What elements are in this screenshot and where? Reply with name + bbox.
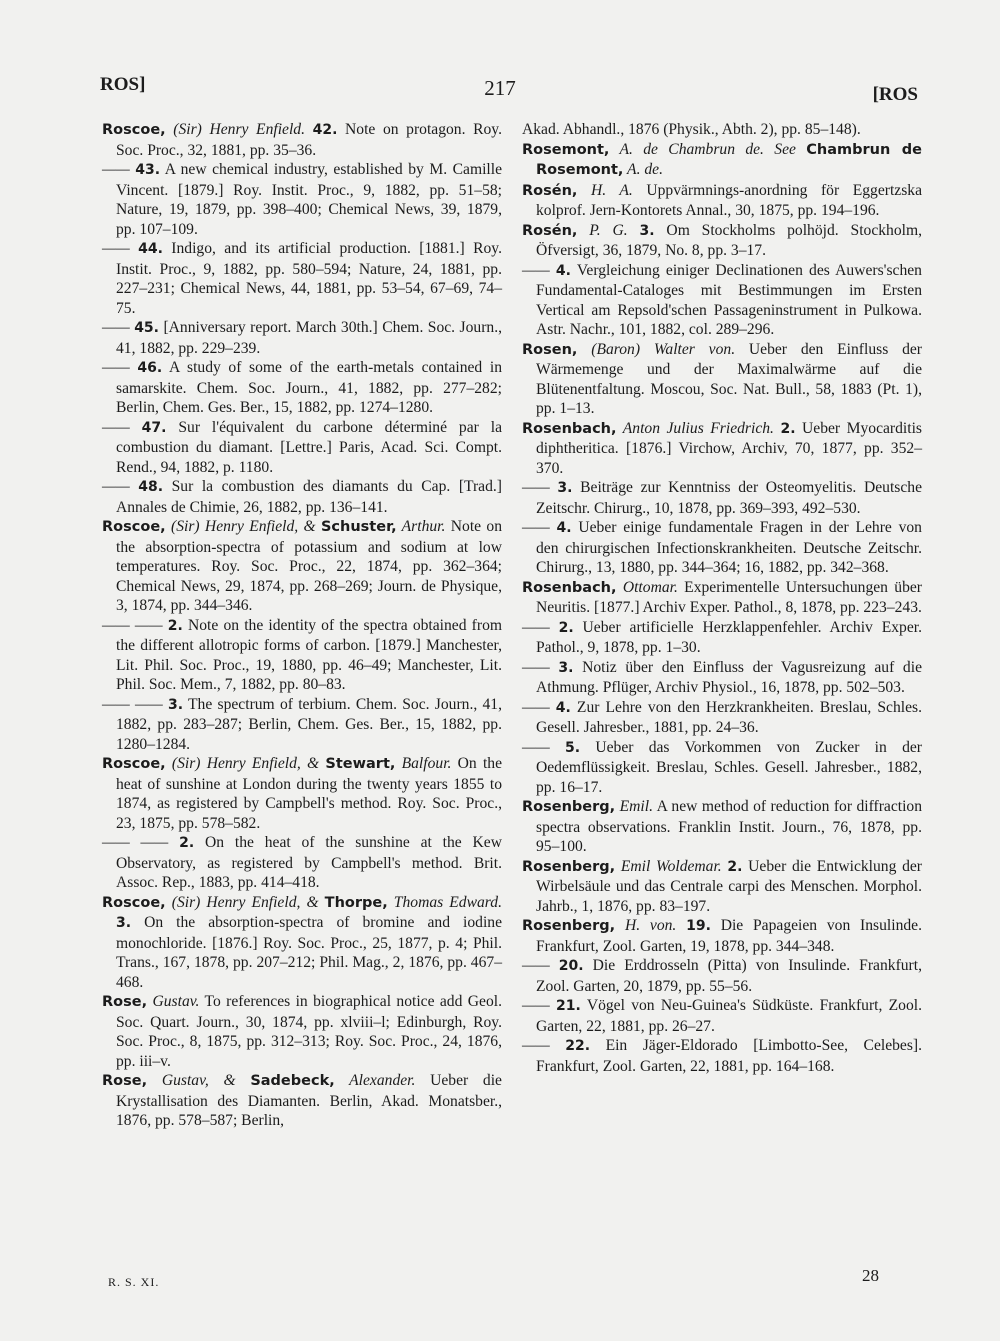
bibliography-entry [522, 261, 922, 340]
bibliography-entry [102, 239, 502, 318]
bibliography-entry [102, 1071, 502, 1131]
entry-text: A new method of reduction for diffraction spectra observations. Franklin Instit. Journ., 76, 1878, pp. 95–100. [536, 798, 923, 855]
entry-number: 48. [138, 479, 164, 495]
entry-coauthor-names: A. de. [623, 161, 663, 178]
bibliography-entry [522, 956, 922, 996]
entry-author-surname: Rosenberg, [522, 918, 616, 934]
entry-author-names: —— [522, 479, 558, 496]
entry-text: Akad. Abhandl., 1876 (Physik., Abth. 2), pp. 85–148). [522, 121, 861, 138]
entry-author-names: (Sir) Henry Enfield. [165, 121, 313, 138]
entry-author-names: Anton Julius Friedrich. [616, 419, 781, 437]
running-head-right: [ROS [872, 84, 918, 105]
bibliography-entry [522, 120, 922, 140]
bibliography-entry [102, 418, 502, 478]
bibliography-entry [102, 992, 502, 1071]
entry-number: 47. [141, 419, 167, 436]
bibliography-entry [522, 738, 922, 798]
entry-author-names: —— [522, 1037, 566, 1054]
entry-text: Beiträge zur Kenntniss der Osteomyelitis. Deutsche Zeitschr. Chirurg., 10, 1878, pp. 369–393, 492–530. [536, 479, 923, 517]
entry-text: Die Papageien von Insulinde. Frankfurt, Zool. Garten, 19, 1878, pp. 344–348. [536, 917, 922, 955]
entry-number: 3. [557, 480, 573, 496]
entry-text: [Anniversary report. March 30th.] Chem. Soc. Journ., 41, 1882, pp. 229–239. [116, 319, 502, 357]
entry-author-surname: Rosenberg, [522, 858, 616, 875]
bibliography-entry [522, 996, 922, 1036]
page-number: 217 [484, 76, 516, 100]
entry-author-surname: Rosenberg, [522, 799, 616, 815]
entry-number: 2. [167, 617, 183, 634]
entry-author-surname: Roscoe, [102, 122, 166, 138]
entry-text: Ueber das Vorkommen von Zucker in der Oedemflüssigkeit. Breslau, Schles. Gesell. Jahresber., 1882, pp. 16–17. [536, 738, 922, 796]
entry-text: Note on the identity of the spectra obtained from the different allotropic forms of carbon. [1879.] Manchester, Lit. Phil. Soc. Proc., 19, 1880, pp. 46–49; Manchester, Lit. Phil. Soc. Mem., 7, 1882, pp. 80–83. [116, 616, 502, 693]
bibliography-entry [522, 518, 922, 578]
entry-text: Ueber einige fundamentale Fragen in der Lehre von den chirurgischen Infectionskrankheiten. Deutsche Zeitschr. Chirurg., 13, 1880, pp. 344–364; 16, 1882, pp. 342–368. [536, 519, 922, 576]
entry-author-names: —— [102, 359, 138, 376]
entry-number: 22. [565, 1038, 591, 1054]
bibliography-entry [522, 698, 922, 738]
entry-author-names: —— [522, 618, 559, 636]
entry-author-names: —— [102, 478, 139, 495]
entry-author-names: P. G. [577, 221, 640, 239]
entry-text: On the heat of sunshine at London during the twenty years 1855 to 1874, as registered by Campbell's method. Roy. Soc. Proc., 23, 1875, pp. 578–582. [116, 755, 502, 832]
entry-author-surname: Rosén, [522, 182, 578, 199]
bibliography-entry [102, 517, 502, 616]
entry-author-names: Emil Woldemar. [615, 857, 728, 875]
bibliography-entry [522, 658, 922, 698]
bibliography-entry [102, 695, 502, 755]
entry-author-surname: Rosenbach, [522, 420, 617, 437]
entry-text: Notiz über den Einfluss der Vagusreizung auf die Athmung. Pflüger, Archiv Physiol., 16, 1878, pp. 502–503. [536, 658, 922, 696]
entry-author-names: —— —— [102, 834, 180, 851]
entry-number: 19. [686, 918, 711, 934]
bibliography-entry [522, 797, 922, 857]
entry-text: Ueber Myocarditis diphtheritica. [1876.] Virchow, Archiv, 70, 1877, pp. 352–370. [536, 419, 922, 477]
entry-author-surname: Roscoe, [102, 519, 166, 535]
bibliography-entry [102, 358, 502, 418]
entry-coauthor-surname: Sadebeck, [250, 1073, 335, 1089]
bibliography-entry [522, 478, 922, 518]
running-head-left: ROS] [100, 74, 146, 95]
entry-text: Sur la combustion des diamants du Cap. [Trad.] Annales de Chimie, 26, 1882, pp. 136–141. [116, 478, 502, 516]
entry-author-names: (Sir) Henry Enfield, & [165, 755, 326, 772]
entry-text: Ueber artificielle Herzklappenfehler. Archiv Exper. Pathol., 9, 1878, pp. 1–30. [536, 618, 922, 656]
bibliography-entry [522, 221, 922, 261]
entry-number: 2. [179, 835, 195, 851]
entry-author-surname: Rose, [102, 994, 148, 1010]
entry-number: 20. [558, 958, 584, 974]
bibliography-entry [522, 916, 922, 956]
signature-mark: R. S. XI. [108, 1275, 160, 1289]
entry-number: 3. [639, 222, 655, 239]
bibliography-entry [102, 318, 502, 358]
entry-text: On the heat of the sunshine at the Kew Observatory, as registered by Campbell's method. Brit. Assoc. Rep., 1883, pp. 414–418. [116, 834, 502, 891]
entry-text: Experimentelle Untersuchungen über Neuritis. [1877.] Archiv Exper. Pathol., 8, 1878, pp. 223–243. [536, 578, 922, 616]
entry-number: 3. [116, 915, 132, 931]
bibliography-entry [102, 754, 502, 833]
entry-number: 3. [558, 659, 574, 676]
entry-author-names: A. de Chambrun de. See [609, 140, 807, 158]
entry-author-surname: Rosenbach, [522, 579, 617, 596]
entry-author-names: Emil. [615, 798, 653, 815]
entry-text: Ein Jäger-Eldorado [Limbotto-See, Celebes]. Frankfurt, Zool. Garten, 22, 1881, pp. 164–168. [536, 1037, 922, 1075]
entry-author-names: —— [522, 658, 559, 676]
entry-author-surname: Roscoe, [102, 894, 166, 911]
entry-text: To references in biographical notice add Geol. Soc. Quart. Journ., 30, 1874, pp. xlviii–l; Edinburgh, Roy. Soc. Proc., 8, 1875, pp. 312–313; Roy. Soc. Proc., 24, 1876, pp. iii–v. [116, 993, 502, 1070]
entry-text: Note on protagon. Roy. Soc. Proc., 32, 1881, pp. 35–36. [116, 121, 502, 159]
entry-number: 2. [780, 420, 796, 437]
entry-author-names: —— —— [102, 616, 168, 634]
bibliography-entry [102, 120, 502, 160]
entry-author-names: —— [522, 738, 566, 756]
entry-number: 21. [556, 998, 581, 1014]
bibliography-entry [102, 477, 502, 517]
entry-text: Ueber die Krystallisation des Diamanten. Berlin, Akad. Monatsber., 1876, pp. 578–587; Berlin, [116, 1072, 502, 1129]
entry-number: 4. [556, 520, 572, 536]
entry-coauthor-surname: Schuster, [320, 519, 397, 535]
entry-author-names: (Sir) Henry Enfield, & [165, 518, 321, 535]
entry-text: A new chemical industry, established by M. Camille Vincent. [1879.] Roy. Instit. Proc., 9, 1882, pp. 51–58; Nature, 19, 1879, pp. 398–400; Chemical News, 39, 1879, pp. 107–109. [116, 161, 502, 238]
entry-number: 5. [565, 739, 581, 756]
entry-text: Ueber die Entwicklung der Wirbelsäule und das Centrale carpi des Menschen. Morphol. Jahrb., 1, 1876, pp. 83–197. [536, 857, 922, 915]
entry-author-surname: Rosemont, [522, 141, 610, 158]
entry-number: 43. [135, 162, 161, 178]
entry-number: 2. [558, 619, 574, 636]
entry-author-names: —— [102, 418, 142, 436]
entry-author-names: —— [102, 161, 136, 178]
entry-number: 45. [134, 320, 159, 336]
bibliography-entry [522, 419, 922, 479]
entry-number: 4. [555, 262, 571, 279]
entry-text: On the absorption-spectra of bromine and iodine monochloride. [1876.] Roy. Soc. Proc., 25, 1877, p. 4; Phil. Trans., 167, 1878, pp. 207–212; Phil. Mag., 2, 1876, pp. 467–468. [116, 914, 502, 991]
entry-author-names: —— [522, 997, 557, 1014]
entry-coauthor-surname: Stewart, [325, 756, 396, 772]
bibliography-entry [522, 578, 922, 618]
entry-author-names: —— [522, 957, 559, 974]
entry-author-names: H. A. [577, 181, 633, 199]
entry-coauthor-surname: Chambrun de Rosemont, [536, 141, 922, 178]
bibliography-entry [102, 833, 502, 893]
bibliography-entry [522, 618, 922, 658]
entry-author-names: —— [102, 240, 139, 257]
entry-text: Ueber den Einfluss der Wärmemenge und der Maximalwärme auf die Blütenentfaltung. Moscou, Soc. Nat. Bull., 58, 1883 (Pt. 1), pp. 1–13. [536, 340, 922, 417]
bibliography-entry [522, 1036, 922, 1076]
gathering-number: 28 [862, 1266, 879, 1285]
entry-number: 46. [137, 360, 163, 376]
entry-number: 2. [727, 858, 743, 875]
entry-text: Uppvärmnings-anordning för Eggertzska kolprof. Jern-Kontorets Annal., 30, 1875, pp. 194–196. [536, 181, 922, 219]
entry-number: 44. [138, 241, 163, 257]
bibliography-entry [522, 340, 922, 419]
entry-coauthor-names: Thomas Edward. [387, 893, 502, 911]
entry-author-names: (Sir) Henry Enfield, & [165, 893, 325, 911]
bibliography-entry [522, 181, 922, 221]
entry-number: 3. [167, 696, 184, 713]
entry-author-names: —— [522, 261, 556, 279]
entry-author-names: —— [522, 519, 557, 536]
entry-text: Die Erddrosseln (Pitta) von Insulinde. Frankfurt, Zool. Garten, 20, 1879, pp. 55–56. [536, 957, 922, 995]
entry-author-names: Gustav. [147, 993, 200, 1010]
entry-text: A study of some of the earth-metals contained in samarskite. Chem. Soc. Journ., 41, 1882, pp. 277–282; Berlin, Chem. Ges. Ber., 15, 1882, pp. 1274–1280. [116, 359, 502, 416]
right-column [522, 120, 922, 1076]
entry-number: 42. [312, 122, 338, 138]
entry-text: The spectrum of terbium. Chem. Soc. Journ., 41, 1882, pp. 283–287; Berlin, Chem. Ges. Ber., 15, 1882, pp. 1280–1284. [116, 695, 502, 753]
entry-text: Sur l'équivalent du carbone déterminé par la combustion du diamant. [Lettre.] Paris, Acad. Sci. Compt. Rend., 94, 1882, p. 1180. [116, 418, 502, 476]
entry-text: Om Stockholms polhöjd. Stockholm, Öfversigt, 36, 1879, No. 8, pp. 3–17. [536, 221, 922, 259]
entry-number: 4. [555, 699, 571, 716]
bibliography-entry [522, 857, 922, 917]
entry-text: Vögel von Neu-Guinea's Südküste. Frankfurt, Zool. Garten, 22, 1881, pp. 26–27. [536, 997, 922, 1035]
bibliography-entry [102, 160, 502, 239]
bibliography-entry [102, 893, 502, 993]
entry-author-names: —— [102, 319, 135, 336]
entry-author-names: (Baron) Walter von. [577, 340, 736, 358]
entry-text: Zur Lehre von den Herzkrankheiten. Breslau, Schles. Gesell. Jahresber., 1881, pp. 24–36. [536, 698, 922, 736]
entry-author-names: Ottomar. [616, 578, 678, 596]
entry-coauthor-names: Alexander. [334, 1072, 416, 1089]
entry-text: Note on the absorption-spectra of potassium and sodium at low temperatures. Roy. Soc. Proc., 22, 1874, pp. 362–364; Chemical News, 29, 1874, pp. 268–269; Journ. de Physique, 3, 1874, pp. 344–346. [116, 518, 503, 614]
bibliography-entry [102, 616, 502, 695]
entry-coauthor-names: Balfour. [395, 755, 452, 772]
entry-author-surname: Rosén, [522, 222, 578, 239]
entry-author-names: —— —— [102, 695, 168, 713]
bibliography-entry [522, 140, 922, 181]
entry-text: Indigo, and its artificial production. [1881.] Roy. Instit. Proc., 9, 1882, pp. 580–594; Nature, 24, 1881, pp. 227–231; Chemical News, 44, 1881, pp. 53–54, 67–69, 74–75. [116, 240, 502, 317]
entry-author-surname: Roscoe, [102, 756, 166, 772]
entry-coauthor-surname: Thorpe, [324, 894, 388, 911]
entry-text: Vergleichung einiger Declinationen des Auwers'schen Fundamental-Cataloges mit Bestimmungen im Ersten Vertical am Repsold'schen Passageninstrument in Pulkowa. Astr. Nachr., 101, 1882, col. 289–296. [536, 261, 922, 338]
entry-author-names: —— [522, 698, 556, 716]
entry-author-names: Gustav, & [147, 1072, 251, 1089]
entry-author-surname: Rosen, [522, 341, 578, 358]
entry-author-surname: Rose, [102, 1073, 148, 1089]
entry-author-names: H. von. [615, 917, 687, 934]
left-column [102, 120, 502, 1131]
entry-coauthor-names: Arthur. [396, 518, 446, 535]
